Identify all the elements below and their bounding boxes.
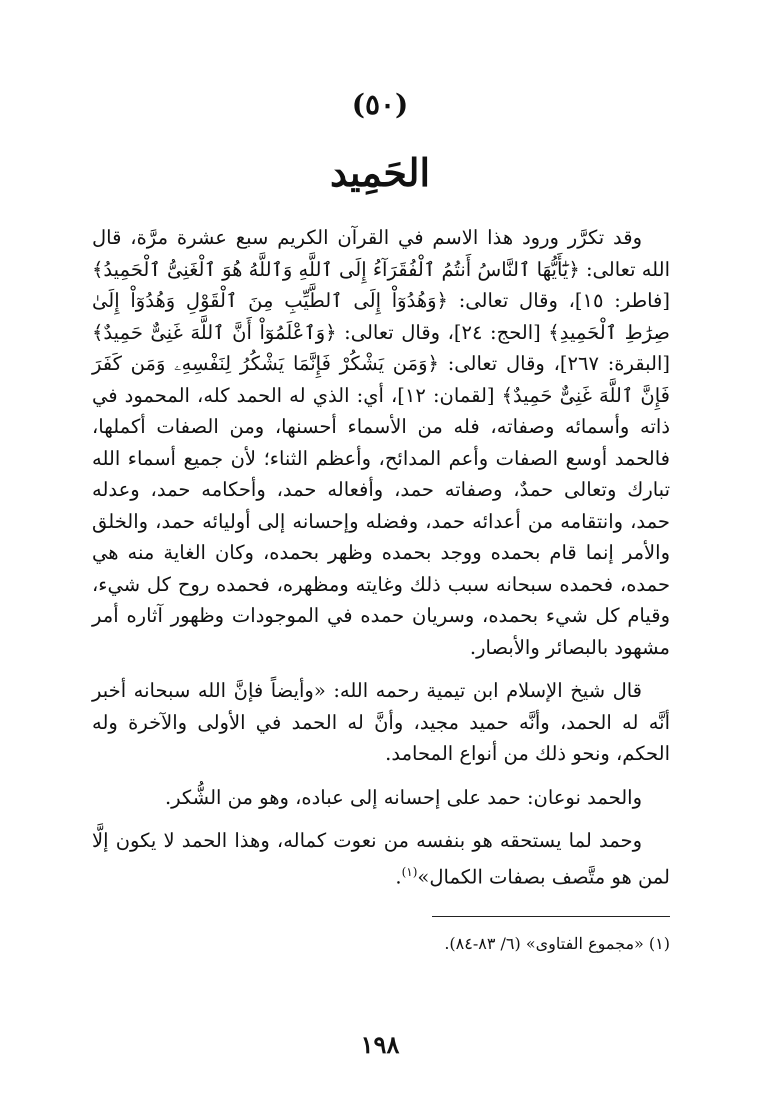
footnote-divider xyxy=(432,916,670,917)
body-text xyxy=(92,222,670,893)
chapter-number: (٥٠) xyxy=(351,88,409,121)
paragraph-ibn-taymiyya-quote: قال شيخ الإسلام ابن تيمية رحمه الله: «وأيضاً فإنَّ الله سبحانه أخبر أنَّه له الحمد، وأنَّه حميد مجيد، وأنَّ له الحمد في الأولى والآخرة وله الحكم، ونحو ذلك من أنواع المحامد. xyxy=(92,679,670,765)
footnote: (١) «مجموع الفتاوى» (٦/ ٨٣-٨٤). xyxy=(444,934,670,953)
footnote-reference: (١) xyxy=(401,864,418,879)
paragraph-second-kind xyxy=(92,825,670,893)
chapter-title: الحَمِيد xyxy=(329,150,431,195)
paragraph-two-kinds: والحمد نوعان: حمد على إحسانه إلى عباده، وهو من الشُّكر. xyxy=(164,785,642,809)
sentence-end-dot: . xyxy=(395,865,402,888)
paragraph-second-kind-text: وحمد لما يستحقه هو بنفسه من نعوت كماله، وهذا الحمد لا يكون إلَّا لمن هو متَّصف بصفات الكمال» xyxy=(92,829,670,888)
paragraph-intro: وقد تكرَّر ورود هذا الاسم في القرآن الكريم سبع عشرة مرَّة، قال الله تعالى: ﴿يَٰٓأَيُّهَا ٱلنَّاسُ أَنتُمُ ٱلْفُقَرَآءُ إِلَى ٱللَّهِ وَٱللَّهُ هُوَ ٱلْغَنِىُّ ٱلْحَمِيدُ﴾ [فاطر: ١٥]، وقال تعالى: ﴿وَهُدُوٓاْ إِلَى ٱلطَّيِّبِ مِنَ ٱلْقَوْلِ وَهُدُوٓاْ إِلَىٰ صِرَٰطِ ٱلْحَمِيدِ﴾ [الحج: ٢٤]، وقال تعالى: ﴿وَٱعْلَمُوٓاْ أَنَّ ٱللَّهَ غَنِىٌّ حَمِيدٌ﴾ [البقرة: ٢٦٧]، وقال تعالى: ﴿وَمَن يَشْكُرْ فَإِنَّمَا يَشْكُرُ لِنَفْسِهِۦ وَمَن كَفَرَ فَإِنَّ ٱللَّهَ غَنِىٌّ حَمِيدٌ﴾ [لقمان: ١٢]، أي: الذي له الحمد كله، المحمود في ذاته وأسمائه وصفاته، فله من الأسماء أحسنها، ومن الصفات أكملها، فالحمد أوسع الصفات وأعم المدائح، وأعظم الثناء؛ لأن جميع أسماء الله تبارك وتعالى حمدٌ، وصفاته حمد، وأفعاله حمد، وأحكامه حمد، وعدله حمد، وانتقامه من أعدائه حمد، وفضله وإحسانه إلى أوليائه حمد، والخلق والأمر إنما قام بحمده ووجد بحمده وظهر بحمده، وكان الغاية منه هي حمده، فحمده سبحانه سبب ذلك وغايته ومظهره، فحمده روح كل شيء، وقيام كل شيء بحمده، وسريان حمده في الموجودات وظهور آثاره أمر مشهود بالبصائر والأبصار. xyxy=(92,226,670,659)
page-number: ١٩٨ xyxy=(360,1030,400,1059)
